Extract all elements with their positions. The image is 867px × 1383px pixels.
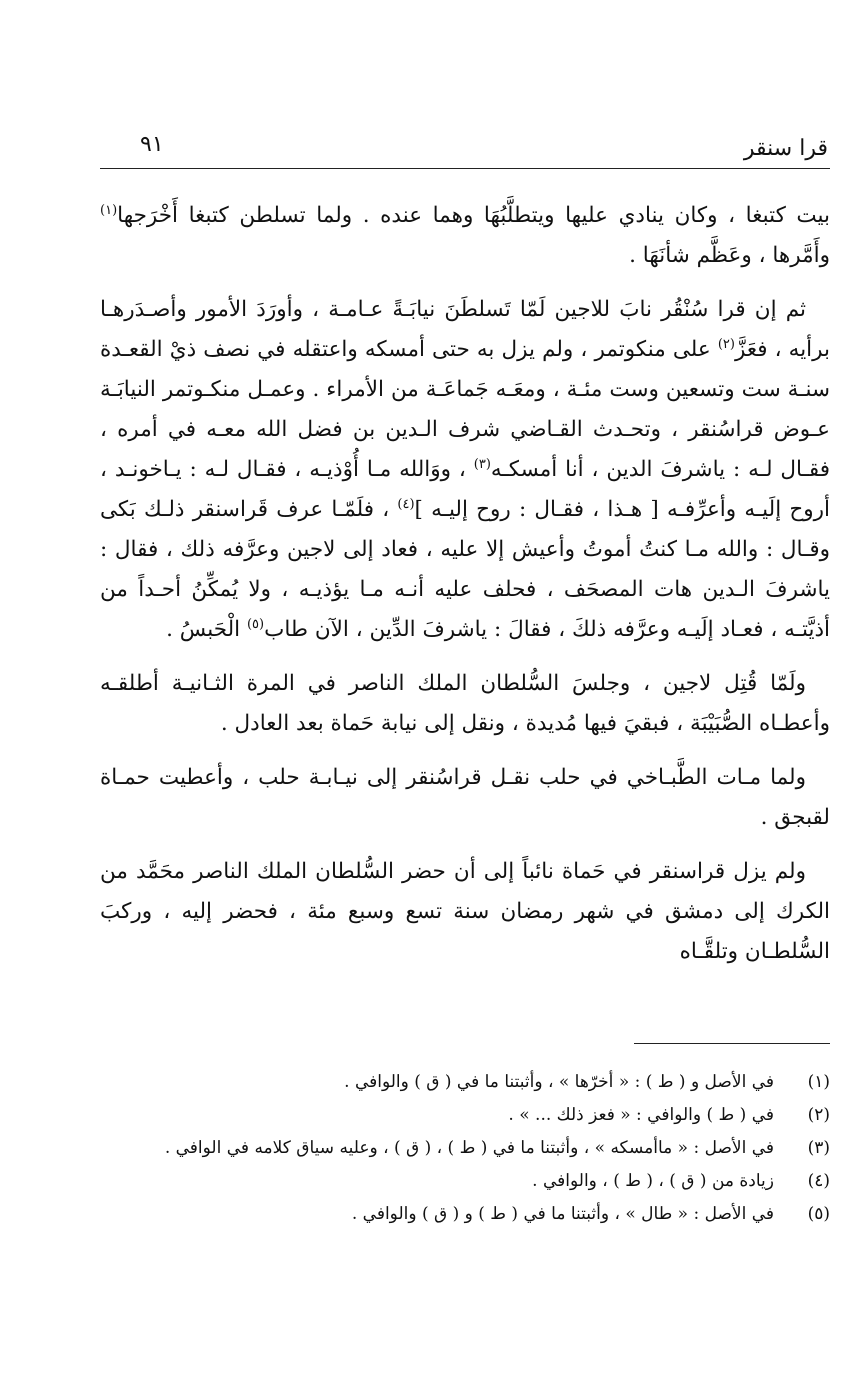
footnote-number: (٥)	[807, 1204, 830, 1224]
footnote-2	[150, 1099, 830, 1132]
footnote-1	[150, 1066, 830, 1099]
footnote-number: (٣)	[807, 1138, 830, 1158]
footnote-ref: (٥)	[246, 616, 265, 632]
footnotes	[150, 1066, 830, 1231]
footnote-text: في الأصل : « ماأمسكه » ، وأثبتنا ما في ( ط ) ، ( ق ) ، وعليه سياق كلامه في الوافي .	[164, 1138, 774, 1158]
footnote-ref: (١)	[100, 202, 118, 218]
footnote-text: زيادة من ( ق ) ، ( ط ) ، والوافي .	[532, 1171, 774, 1191]
footnote-ref: (٤)	[397, 496, 415, 512]
paragraph-5: ولم يزل قراسنقر في حَماة نائباً إلى أن حضر السُّلطان الملك الناصر محَمَّد من الكرك إلى دمشق في شهر رمضان سنة تسع وسبع مئة ، فحضر إليه ، وركبَ السُّلطـان وتلقَّـاه	[100, 859, 830, 964]
page-header	[100, 132, 830, 172]
paragraph-1: بيت كتبغا ، وكان ينادي عليها ويتطلَّبُهَا وهما عنده . ولما تسلطن كتبغا أَخْرَجها$^{(١)}$ وأَمَّرها ، وعَظَّم شأنَهَا .	[100, 202, 830, 268]
paragraph-4: ولما مـات الطَّبـاخي في حلب نقـل قراسُنقر إلى نيـابـة حلب ، وأعطيت حمـاة لقبجق .	[100, 765, 830, 830]
footnote-rule	[634, 1043, 830, 1044]
footnote-text: في الأصل و ( ط ) : « أخرّها » ، وأثبتنا ما في ( ق ) والوافي .	[344, 1072, 774, 1092]
footnote-3	[150, 1132, 830, 1165]
footnote-number: (٢)	[807, 1105, 830, 1125]
running-title: قرا سنقر	[743, 136, 828, 161]
header-rule	[100, 168, 830, 169]
footnote-4	[150, 1165, 830, 1198]
footnote-5	[150, 1198, 830, 1231]
footnote-ref: (٣)	[473, 456, 491, 472]
paragraph-3: ولَمّا قُتِل لاجين ، وجلسَ السُّلطان الملك الناصر في المرة الثـانيـة أطلقـه وأعطـاه الصُّبَيْبَة ، فبقيَ فيها مُديدة ، ونقل إلى نيابة حَماة بعد العادل .	[100, 671, 830, 736]
main-text	[100, 196, 830, 986]
paragraph-2: ثم إن قرا سُنْقُر نابَ للاجين لَمّا تَسلطَنَ نيابَـةً عـامـة ، وأورَدَ الأمور وأصـدَرهـا برأيه ، فعَزَّ$^{(٢)}$ على منكوتمر ، ولم يزل به حتى أمسكه واعتقله في نصف ذيْ القعـدة سنـة ست وتسعين وست مئـة ، ومعَـه جَماعَـة من الأمراء . وعمـل منكـوتمر النيابَـة عـوض قراسُنقر ، وتحـدث القـاضي شرف الـدين بن فضل الله معـه في أمره ، فقـال لـه : ياشرفَ الدين ، أنا أمسكـه$^{(٣)}$ ، ووَالله مـا أُوْذيـه ، فقـال لـه : يـاخونـد ، أروح إلَيـه وأعرِّفـه [ هـذا ، فقـال : روح إليـه ]$^{(٤)}$ ، فلَمّـا عرف قَراسنقر ذلـك بَكى وقـال : والله مـا كنتُ أموتُ وأعيش إلا عليه ، فعاد إلى لاجين وعرَّفه ذلك ، فقال : ياشرفَ الـدين هات المصحَف ، فحلف عليه أنـه مـا يؤذيـه ، ولا يُمكِّنُ أحـداً من أذيَّتـه ، فعـاد إلَيـه وعرَّفه ذلكَ ، فقالَ : ياشرفَ الدِّين ، الآن طاب$^{(٥)}$ الْحَبسُ .	[100, 297, 830, 642]
footnote-text: في الأصل : « طال » ، وأثبتنا ما في ( ط ) و ( ق ) والوافي .	[351, 1204, 774, 1224]
page-number: ٩١	[140, 132, 164, 157]
footnote-text: في ( ط ) والوافي : « فعز ذلك ... » .	[508, 1105, 774, 1125]
footnote-ref: (٢)	[717, 336, 735, 352]
footnote-number: (٤)	[807, 1171, 830, 1191]
footnote-number: (١)	[807, 1072, 830, 1092]
